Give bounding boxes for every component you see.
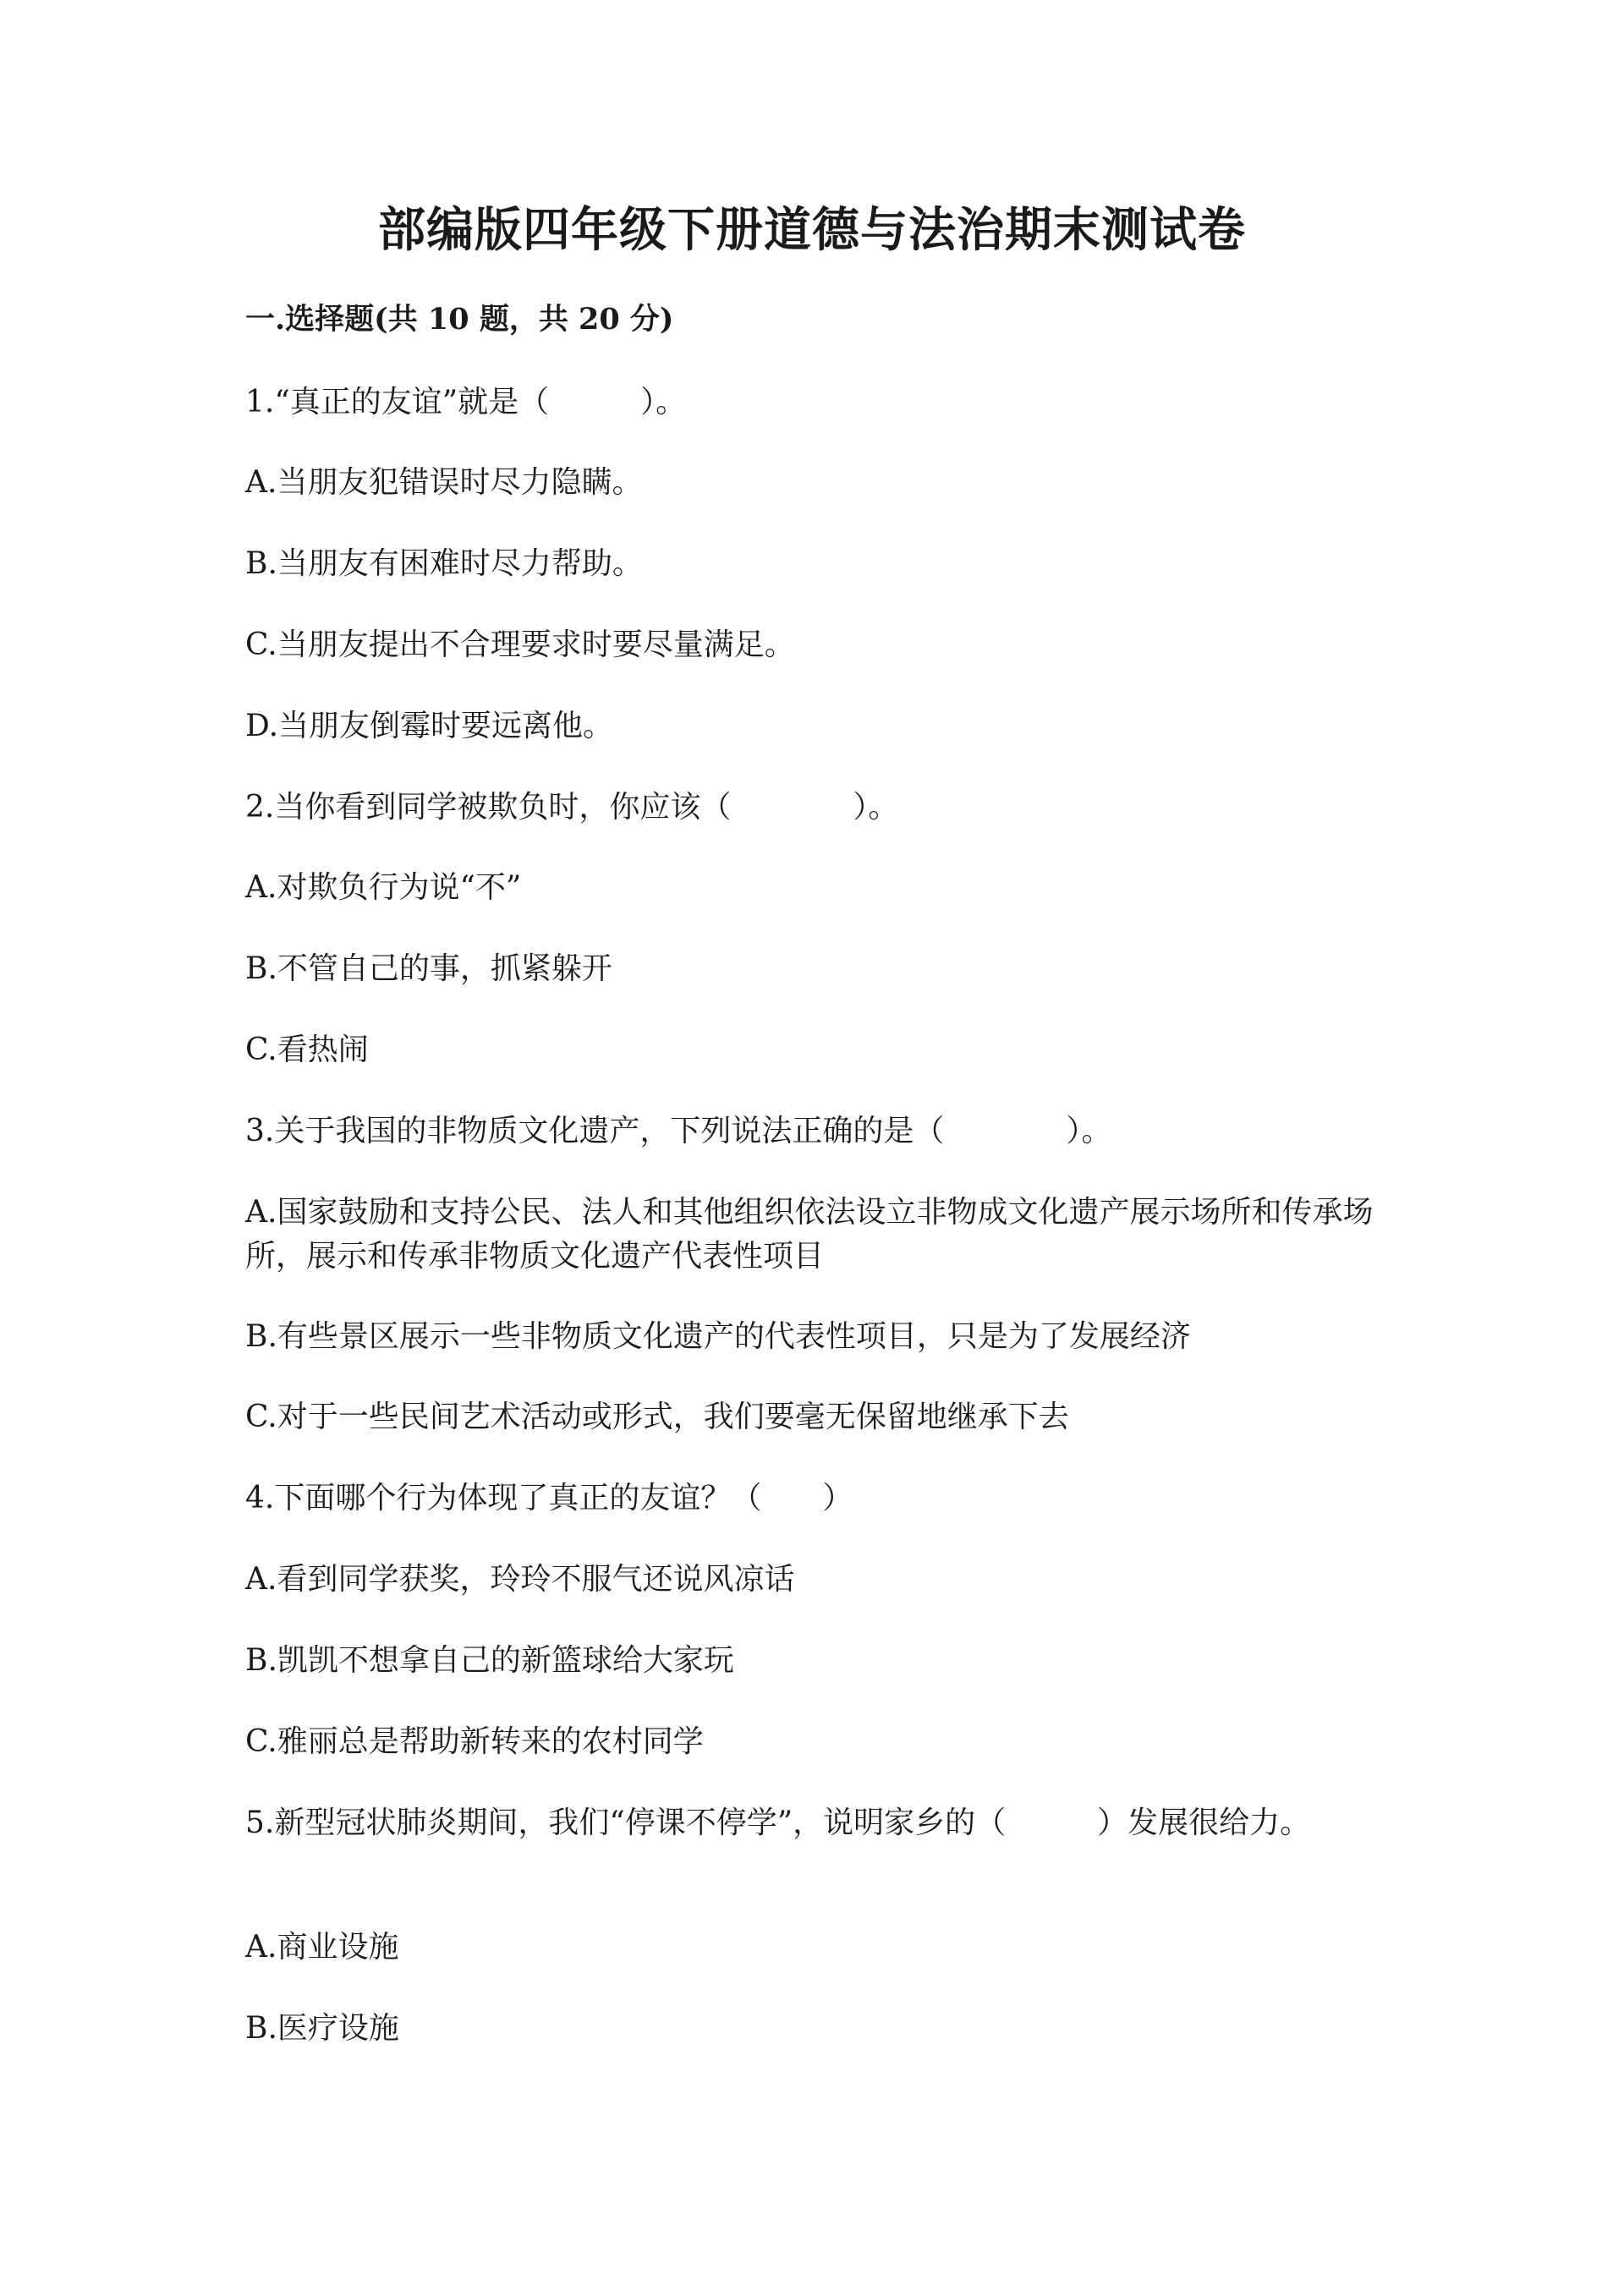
- question-1-option-c: C.当朋友提出不合理要求时要尽量满足。: [245, 627, 795, 662]
- page-title: 部编版四年级下册道德与法治期末测试卷: [378, 202, 1246, 258]
- question-4-option-a: A.看到同学获奖，玲玲不服气还说风凉话: [245, 1562, 795, 1597]
- question-3-option-b: B.有些景区展示一些非物质文化遗产的代表性项目，只是为了发展经济: [245, 1319, 1191, 1354]
- question-5-option-b: B.医疗设施: [245, 2011, 399, 2046]
- question-1-stem: 1.“真正的友谊”就是（ ）。: [245, 385, 687, 419]
- question-1-option-b: B.当朋友有困难时尽力帮助。: [245, 546, 643, 581]
- question-2-option-a: A.对欺负行为说“不”: [245, 870, 522, 905]
- question-4-option-c: C.雅丽总是帮助新转来的农村同学: [245, 1724, 704, 1759]
- question-3-stem: 3.关于我国的非物质文化遗产，下列说法正确的是（ ）。: [245, 1114, 1112, 1148]
- question-4-stem: 4.下面哪个行为体现了真正的友谊？（ ）: [245, 1481, 853, 1515]
- question-3-option-c: C.对于一些民间艺术活动或形式，我们要毫无保留地继承下去: [245, 1400, 1069, 1434]
- question-2-stem: 2.当你看到同学被欺负时，你应该（ ）。: [245, 790, 899, 825]
- question-4-option-b: B.凯凯不想拿自己的新篮球给大家玩: [245, 1643, 734, 1678]
- section-heading: 一.选择题(共 10 题，共 20 分): [245, 302, 674, 337]
- question-5-option-a: A.商业设施: [245, 1930, 399, 1964]
- question-5-stem: 5.新型冠状肺炎期间，我们“停课不停学”，说明家乡的（ ）发展很给力。: [245, 1806, 1311, 1840]
- question-2-option-c: C.看热闹: [245, 1033, 369, 1067]
- question-3-option-a: A.国家鼓励和支持公民、法人和其他组织依法设立非物成文化遗产展示场所和传承场所，展示和传承非物质文化遗产代表性项目: [245, 1195, 1374, 1274]
- question-2-option-b: B.不管自己的事，抓紧躲开: [245, 951, 612, 986]
- question-1-option-a: A.当朋友犯错误时尽力隐瞒。: [245, 465, 643, 500]
- question-1-option-d: D.当朋友倒霉时要远离他。: [245, 709, 614, 743]
